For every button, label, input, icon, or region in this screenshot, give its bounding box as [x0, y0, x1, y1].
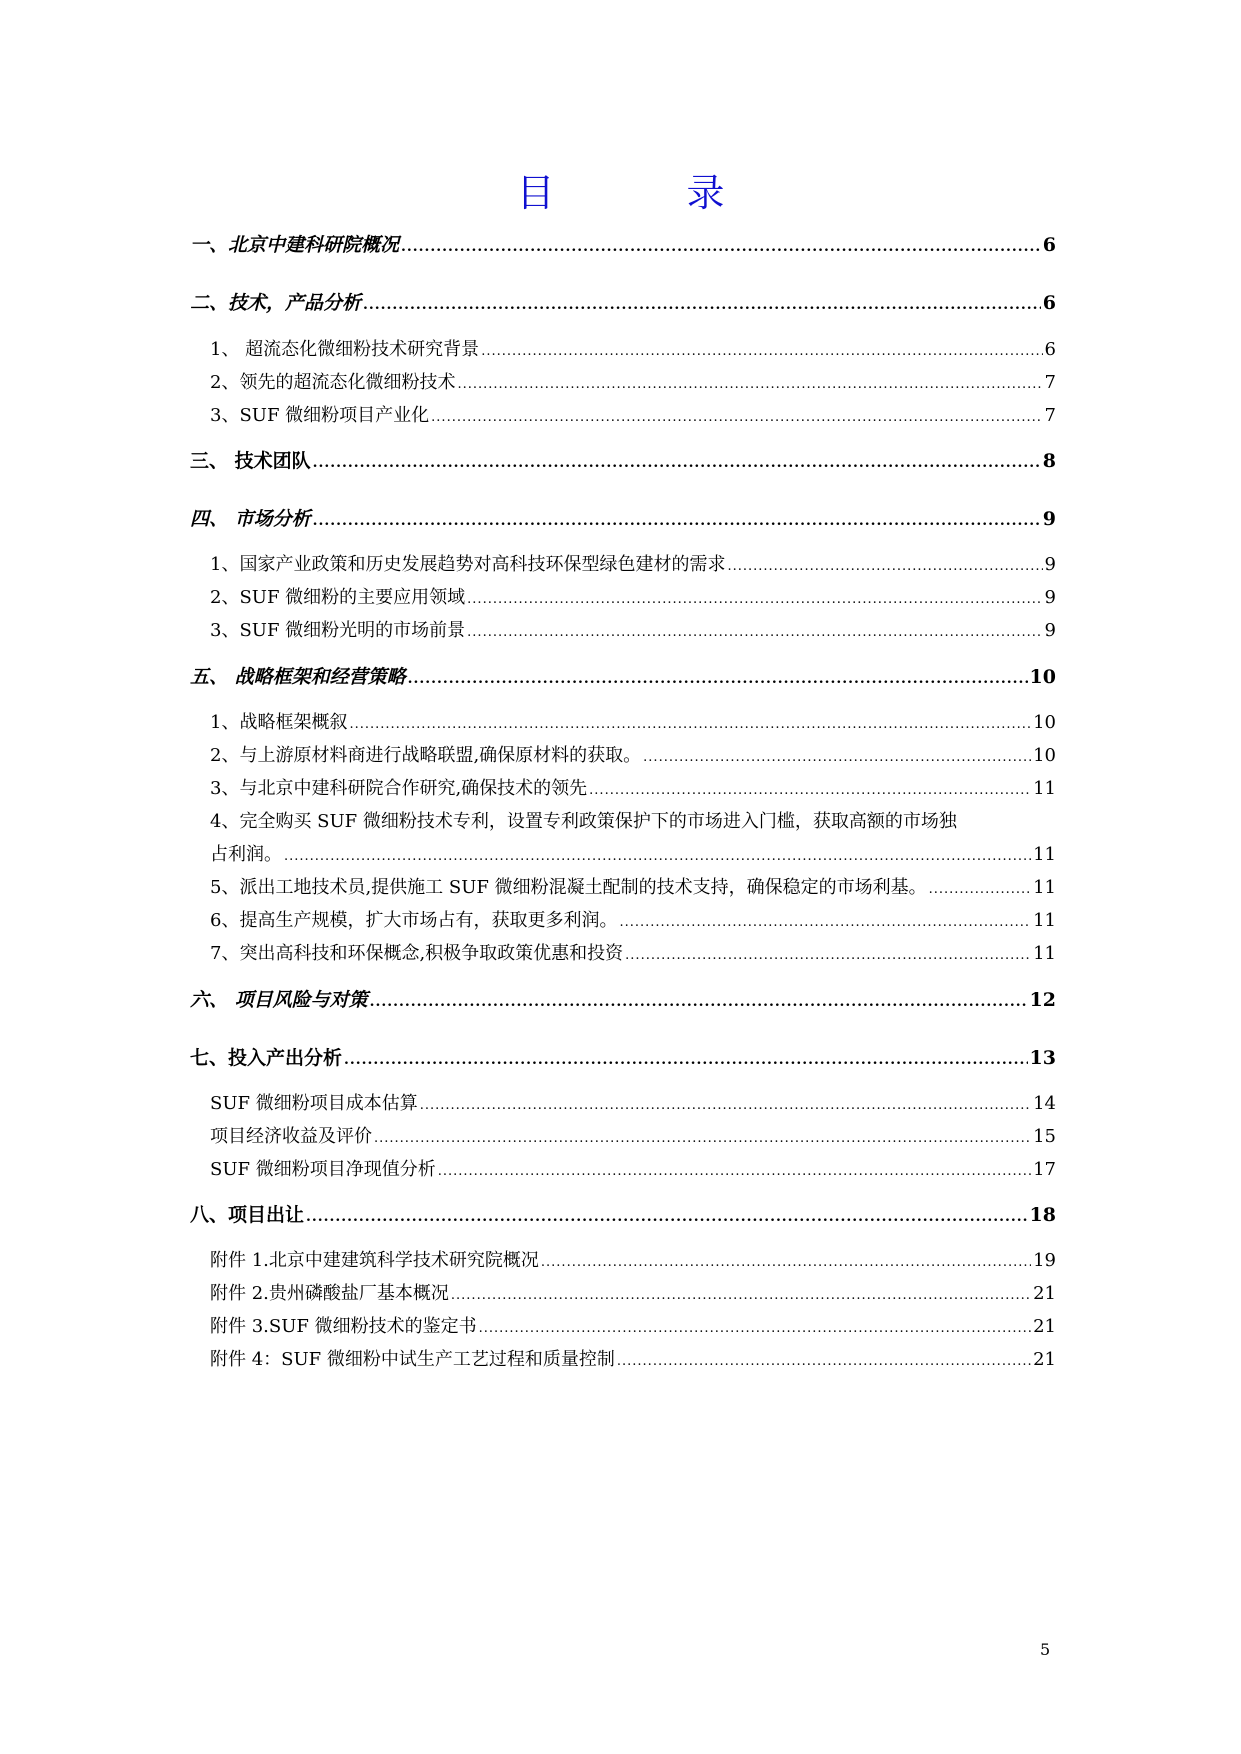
toc-entry[interactable]: 3、与北京中建科研院合作研究,确保技术的领先 ..... 11	[190, 774, 1056, 800]
toc-entry[interactable]: 2、领先的超流态化微细粉技术 ..... 7	[190, 368, 1056, 394]
toc-entry[interactable]: 6、提高生产规模，扩大市场占有，获取更多利润。 ..... 11	[190, 906, 1056, 932]
toc-entry[interactable]: SUF 微细粉项目成本估算 ..... 14	[190, 1089, 1056, 1115]
toc-entry[interactable]: 3、SUF 微细粉光明的市场前景 ..... 9	[190, 616, 1056, 642]
toc-title: 目 录	[516, 171, 785, 215]
toc-entry[interactable]: 八、项目出让 ..... 18	[190, 1200, 1056, 1227]
toc-entry[interactable]: 1、 超流态化微细粉技术研究背景 ..... 6	[190, 335, 1056, 361]
toc-entry[interactable]: 7、突出高科技和环保概念,积极争取政策优惠和投资 ..... 11	[190, 939, 1056, 965]
toc-entry[interactable]: 二、技术，产品分析 ..... 6	[190, 288, 1056, 315]
toc-entry[interactable]: 项目经济收益及评价 ..... 15	[190, 1122, 1056, 1148]
toc-entry[interactable]: 七、投入产出分析 ..... 13	[190, 1043, 1056, 1070]
toc-entry[interactable]: 六、 项目风险与对策 ..... 12	[190, 985, 1056, 1012]
toc-entry[interactable]: 5、派出工地技术员,提供施工 SUF 微细粉混凝土配制的技术支持，确保稳定的市场利基。 ..... 11	[190, 873, 1056, 899]
toc-entry[interactable]: 四、 市场分析 ..... 9	[190, 504, 1056, 531]
toc-entry[interactable]: 一、北京中建科研院概况 ..... 6	[190, 230, 1056, 257]
toc-entry[interactable]: 附件 2.贵州磷酸盐厂基本概况 ..... 21	[190, 1279, 1056, 1305]
toc-entry[interactable]: 附件 1.北京中建建筑科学技术研究院概况 ..... 19	[190, 1246, 1056, 1272]
toc-entry[interactable]: 五、 战略框架和经营策略 ..... 10	[190, 662, 1056, 689]
toc-entry[interactable]: 三、 技术团队 ..... 8	[190, 446, 1056, 473]
page-number: 5	[1040, 1640, 1051, 1659]
toc-entry[interactable]: 2、SUF 微细粉的主要应用领域 ..... 9	[190, 583, 1056, 609]
toc-entry[interactable]: 1、国家产业政策和历史发展趋势对高科技环保型绿色建材的需求 ..... 9	[190, 550, 1056, 576]
toc-entry-wrapped-line[interactable]: 4、完全购买 SUF 微细粉技术专利，设置专利政策保护下的市场进入门槛，获取高额的市场独	[210, 811, 957, 832]
toc-entry[interactable]: 附件 3.SUF 微细粉技术的鉴定书 ..... 21	[190, 1312, 1056, 1338]
toc-entry[interactable]: SUF 微细粉项目净现值分析 ..... 17	[190, 1155, 1056, 1181]
toc-entry[interactable]: 3、SUF 微细粉项目产业化 ..... 7	[190, 401, 1056, 427]
toc-entry[interactable]: 占利润。 ..... 11	[190, 840, 1056, 866]
toc-entry[interactable]: 附件 4：SUF 微细粉中试生产工艺过程和质量控制 ..... 21	[190, 1345, 1056, 1371]
toc-entry[interactable]: 1、战略框架概叙 ..... 10	[190, 708, 1056, 734]
toc-entry[interactable]: 2、与上游原材料商进行战略联盟,确保原材料的获取。 ..... 10	[190, 741, 1056, 767]
